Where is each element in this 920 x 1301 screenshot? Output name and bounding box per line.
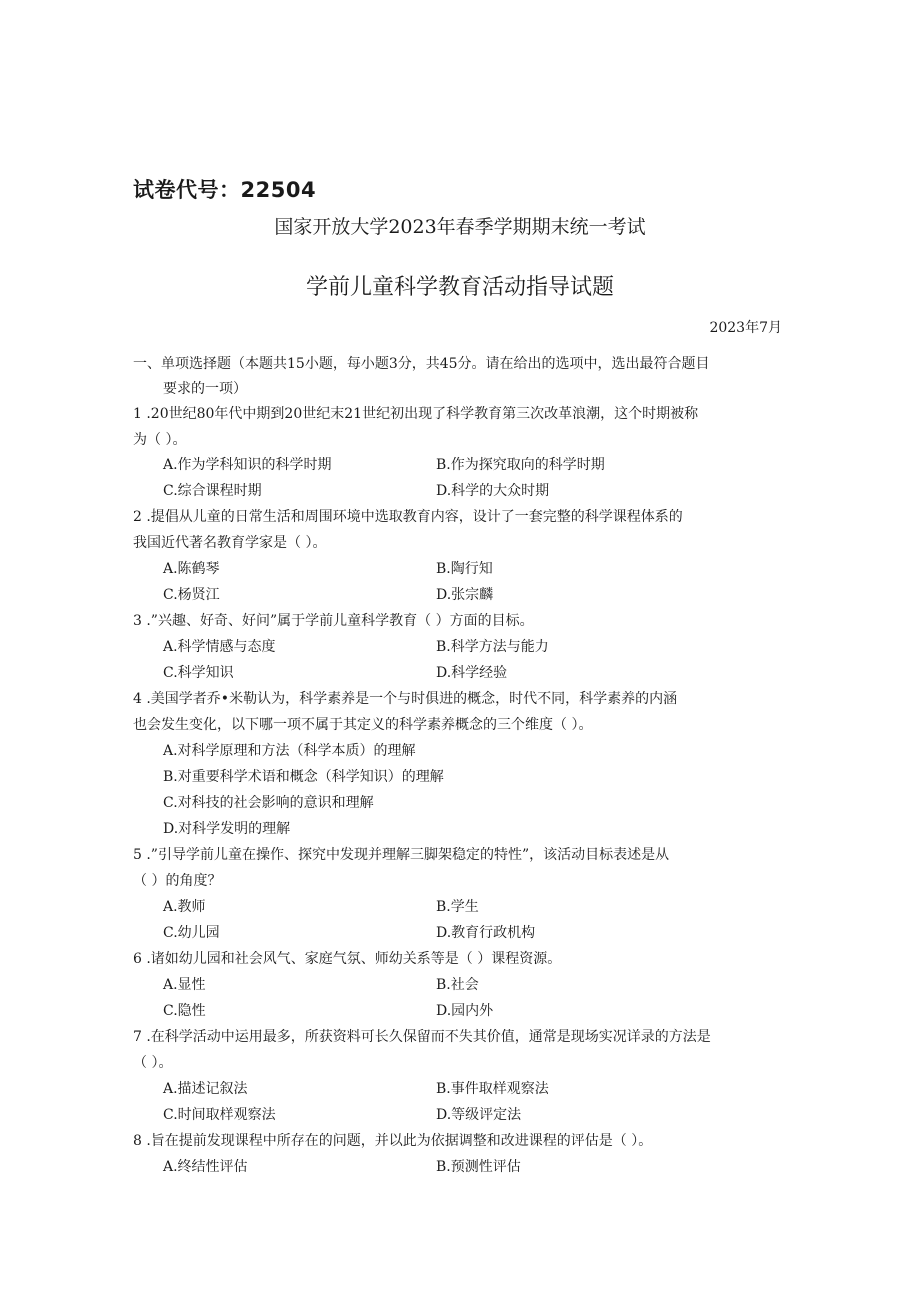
question-1-stem-cont: 为（ ）。	[133, 432, 187, 448]
section-heading: 一、单项选择题（本题共15小题，每小题3分，共45分。请在给出的选项中，选出最符合题目	[133, 356, 710, 372]
question-4-stem: 4 .美国学者乔•米勒认为，科学素养是一个与时俱进的概念，时代不同，科学素养的内涵	[133, 691, 678, 707]
q2-option-a: A.陈鹤琴	[163, 561, 220, 577]
q4-option-b: B.对重要科学术语和概念（科学知识）的理解	[163, 769, 444, 785]
q7-option-c: C.时间取样观察法	[163, 1107, 276, 1123]
q1-option-a: A.作为学科知识的科学时期	[163, 457, 332, 473]
q6-option-c: C.隐性	[163, 1003, 206, 1019]
question-6-stem: 6 .诸如幼儿园和社会风气、家庭气氛、师幼关系等是（ ）课程资源。	[133, 951, 562, 967]
q5-option-c: C.幼儿园	[163, 925, 220, 941]
q3-option-b: B.科学方法与能力	[436, 639, 549, 655]
q2-option-d: D.张宗麟	[436, 587, 494, 603]
q6-option-a: A.显性	[163, 977, 206, 993]
paper-code: 试卷代号：22504	[133, 178, 317, 202]
q1-option-b: B.作为探究取向的科学时期	[436, 457, 605, 473]
q7-option-b: B.事件取样观察法	[436, 1081, 549, 1097]
q1-option-d: D.科学的大众时期	[436, 483, 550, 499]
q8-option-a: A.终结性评估	[163, 1159, 248, 1175]
section-heading-cont: 要求的一项）	[163, 381, 247, 397]
q7-option-a: A.描述记叙法	[163, 1081, 248, 1097]
q1-option-c: C.综合课程时期	[163, 483, 262, 499]
question-3-stem: 3 .”兴趣、好奇、好问”属于学前儿童科学教育（ ）方面的目标。	[133, 613, 534, 629]
q7-option-d: D.等级评定法	[436, 1107, 522, 1123]
q3-option-c: C.科学知识	[163, 665, 234, 681]
q5-option-d: D.教育行政机构	[436, 925, 536, 941]
q3-option-d: D.科学经验	[436, 665, 508, 681]
question-2-stem-cont: 我国近代著名教育学家是（ ）。	[133, 535, 327, 551]
q2-option-b: B.陶行知	[436, 561, 493, 577]
question-2-stem: 2 .提倡从儿童的日常生活和周围环境中选取教育内容，设计了一套完整的科学课程体系的	[133, 509, 683, 525]
q2-option-c: C.杨贤江	[163, 587, 220, 603]
university-exam-line: 国家开放大学2023年春季学期期末统一考试	[274, 216, 646, 238]
q6-option-b: B.社会	[436, 977, 479, 993]
question-8-stem: 8 .旨在提前发现课程中所存在的问题，并以此为依据调整和改进课程的评估是（ ）。	[133, 1133, 653, 1149]
question-4-stem-cont: 也会发生变化，以下哪一项不属于其定义的科学素养概念的三个维度（ ）。	[133, 717, 593, 733]
question-7-stem: 7 .在科学活动中运用最多，所获资料可长久保留而不失其价值，通常是现场实况详录的方法是	[133, 1029, 711, 1045]
q5-option-a: A.教师	[163, 899, 206, 915]
q4-option-d: D.对科学发明的理解	[163, 821, 291, 837]
question-5-stem: 5 .”引导学前儿童在操作、探究中发现并理解三脚架稳定的特性”，该活动目标表述是从	[133, 847, 670, 863]
exam-date: 2023年7月	[709, 320, 782, 336]
q6-option-d: D.园内外	[436, 1003, 494, 1019]
q4-option-c: C.对科技的社会影响的意识和理解	[163, 795, 374, 811]
q5-option-b: B.学生	[436, 899, 479, 915]
question-1-stem: 1 .20世纪80年代中期到20世纪末21世纪初出现了科学教育第三次改革浪潮，这个时期被称	[133, 406, 699, 422]
q4-option-a: A.对科学原理和方法（科学本质）的理解	[163, 743, 416, 759]
exam-title: 学前儿童科学教育活动指导试题	[305, 275, 614, 300]
q8-option-b: B.预测性评估	[436, 1159, 521, 1175]
q3-option-a: A.科学情感与态度	[163, 639, 276, 655]
question-7-stem-cont: （ ）。	[133, 1055, 173, 1071]
question-5-stem-cont: （ ）的角度？	[133, 873, 222, 889]
